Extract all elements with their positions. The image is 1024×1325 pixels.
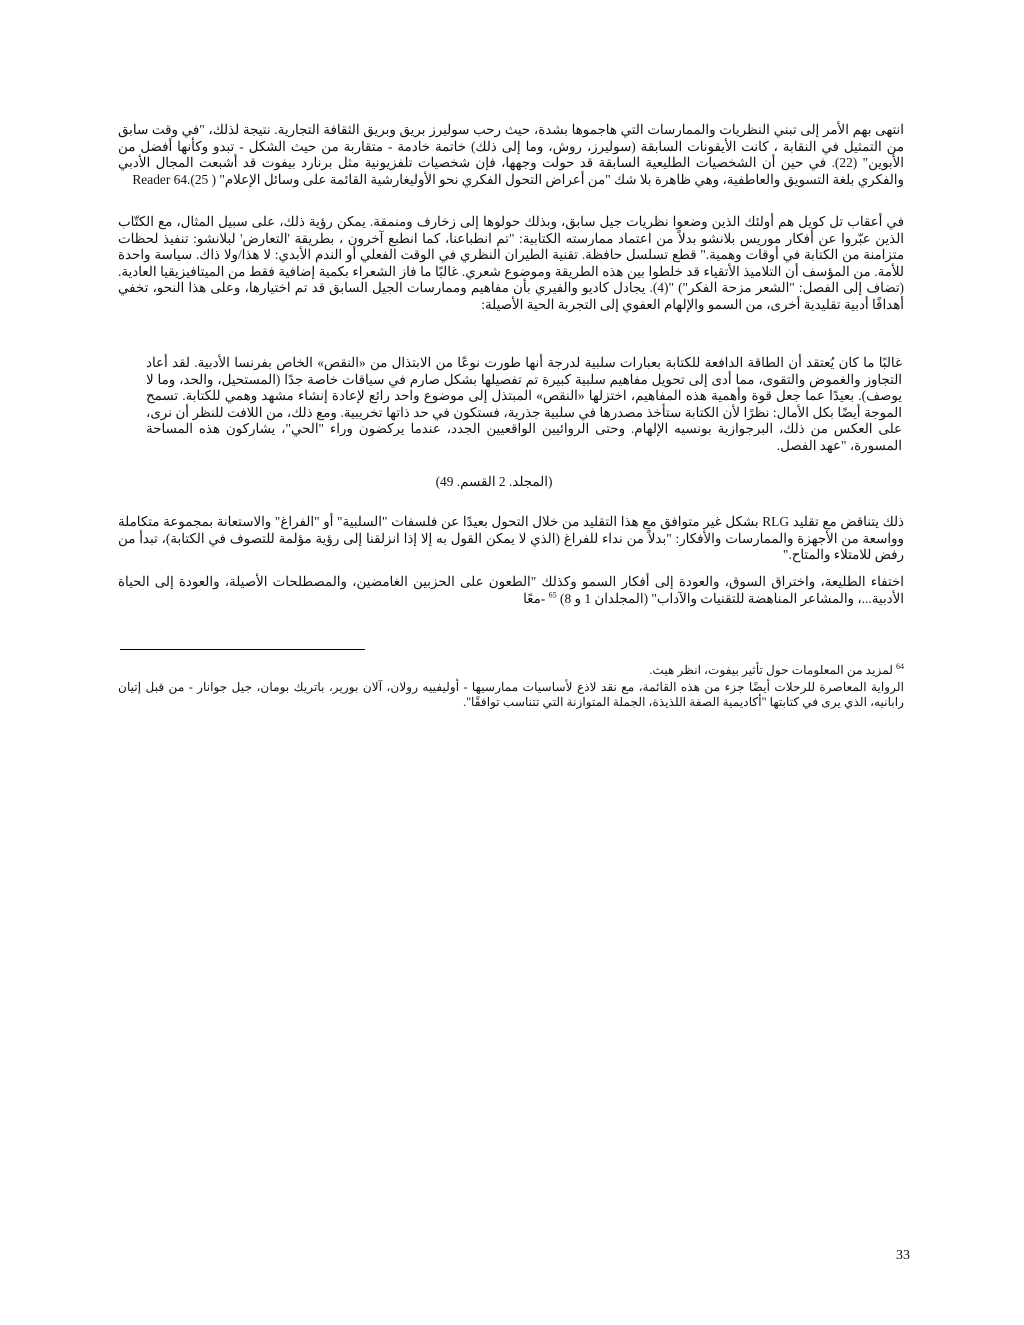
footnote-text: لمزيد من المعلومات حول تأثير بيفوت، انظر هيث.: [649, 663, 893, 677]
footnote-64: [118, 663, 904, 678]
paragraph-2: في أعقاب تل كويل هم أولئك الذين وضعوا نظريات جيل سابق، وبذلك حولوها إلى زخارف ومنمقة. يمكن رؤية ذلك، على سبيل المثال، مع الكتّاب الذين عبّروا عن أفكار موريس بلانشو بدلاً من اعتماد ممارسته الكتابية: "تم انطباعنا، كما انطبع آخرون ، بطريقة 'التعارض' لبلانشو: تنفيذ لحظات متزامنة من الكتابة في أوقات وهمية." قطع تسلسل حافظة. تقنية الطيران النظري في الوقت الفعلي أو الندم الأبدي: لا هذا/ولا ذاك. سياسة واحدة للأمة. من المؤسف أن التلاميذ الأتقياء قد خلطوا بين هذه الطريقة وموضوع شعري. غالبًا ما فاز الشعراء بكمية إضافية فقط من الميتافيزيقيا العادية. (تضاف إلى الفصل: "الشعر مزحة الفكر") "(4). يجادل كاديو والفيري بأن مفاهيم وممارسات الجيل السابق قد تم اختيارها، وعلى هذا النحو، تخفي أهدافًا أدبية تقليدية أخرى، من السمو والإلهام العفوي إلى التجربة الحية الأصيلة:: [118, 214, 904, 312]
footnote-number: 64: [896, 661, 904, 671]
page-number: 33: [896, 1248, 910, 1263]
footnote-65: الرواية المعاصرة للرحلات أيضًا جزء من هذه القائمة، مع نقد لاذع لأساسيات ممارسيها - أوليفييه رولان، آلان بورير، باتريك بومان، جيل جوانار - من قبل إتيان رابانيه، الذي يرى في كتابتها "أكاديمية الصفة اللذيذة، الجملة المتوازنة التي تتناسب توافقًا".: [118, 680, 904, 709]
footnote-separator: [120, 649, 365, 650]
block-quote-citation: (المجلد. 2 القسم. 49): [435, 474, 553, 489]
paragraph-4-text: اختفاء الطليعة، واختراق السوق، والعودة إلى أفكار السمو وكذلك "الطعون على الحزبين الغامضين، والمصطلحات الأصيلة، والعودة إلى الحياة الأدبية...، والمشاعر المناهضة للتقنيات والآداب" (المجلدان 1 و 8): [118, 574, 904, 606]
footnote-ref-65[interactable]: 65: [548, 590, 557, 600]
paragraph-1: انتهى بهم الأمر إلى تبني النظريات والممارسات التي هاجموها بشدة، حيث رحب سوليرز بريق وبريق الثقافة التجارية. نتيجة لذلك، "في وقت سابق من التمثيل في النقابة ، كانت الأيقونات السابقة (سوليرز، روش، وما إلى ذلك) خاتمة خادمة - متقاربة من حيث الشكل - تبدو وكأنها أفضل من الأبوين" (22). في حين أن الشخصيات الطليعية السابقة قد حولت وجهها، فإن شخصيات تلفزيونية مثل برنارد بيفوت قد أشبعت المجال الأدبي والفكري بلغة التسويق والعاطفية، وهي ظاهرة بلا شك "من أعراض التحول الفكري نحو الأوليغارشية القائمة على وسائل الإعلام" ( Reader 64.(25: [118, 122, 904, 187]
paragraph-4: [118, 574, 904, 607]
paragraph-3: ذلك يتناقض مع تقليد RLG بشكل غير متوافق مع هذا التقليد من خلال التحول بعيدًا عن فلسفات "السلبية" أو "الفراغ" والاستعانة بمجموعة متكاملة وواسعة من الأجهزة والممارسات والأفكار: "بدلاً من نداء للفراغ (الذي لا يمكن القول به إلا إذا انزلقنا إلى رؤية مؤلمة للتصوف في الكتابة)، تبدأ من رفض للامتلاء والمتاح.": [118, 514, 905, 562]
block-quote: غالبًا ما كان يُعتقد أن الطاقة الدافعة للكتابة بعبارات سلبية لدرجة أنها طورت نوعًا من الابتذال من «النقص» الخاص بفرنسا الأدبية. لقد أعاد التجاوز والغموض والتقوى، مما أدى إلى تحويل مفاهيم سلبية كبيرة تم تفصيلها بشكل صارم في سياقات خاصة جدًا (المستحيل، والحد، وما لا يوصف). بعيدًا عما جعل قوة وأهمية هذه المفاهيم، اختزلها «النقص» المبتذل إلى موضوع واحد رائع لإعادة إنشاء مشهد وهمي للكتابة. تسمح الموجة أيضًا بكل الأمال: نظرًا لأن الكتابة ستأخذ مصدرها في سلبية جذرية، فستكون في حد ذاتها تخريبية. ومع ذلك، من اللافت للنظر أن نرى، على العكس من ذلك، البرجوازية بونسيه الإلهام. وحتى الروائيين الواقعيين الجدد، عندما يركضون وراء "الحي"، يشاركون هذه المساحة المسورة، "عهد الفصل.: [146, 355, 902, 453]
paragraph-4-tail: -معًا: [523, 590, 549, 606]
